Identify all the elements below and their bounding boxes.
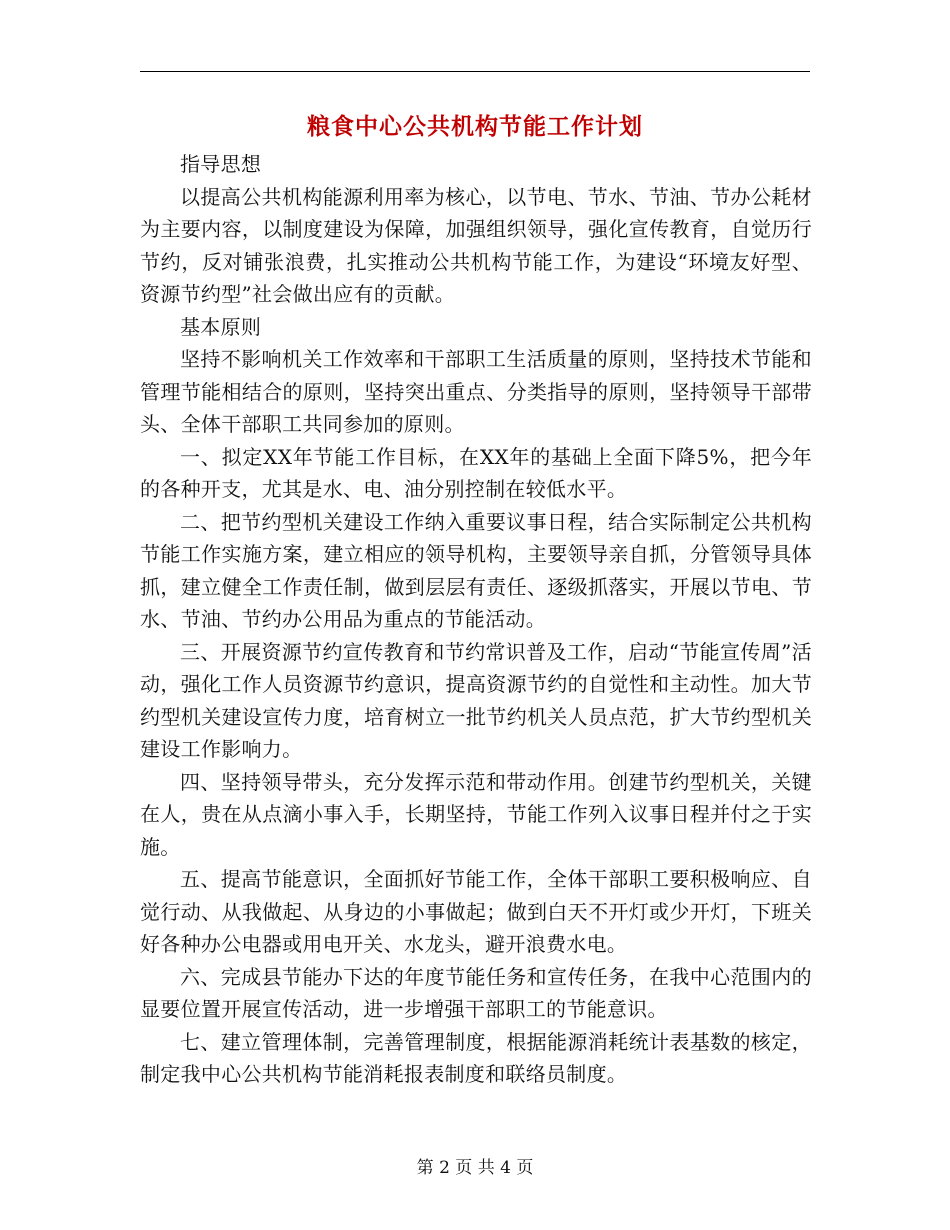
section-heading-guiding-ideology: 指导思想 [180, 152, 262, 176]
paragraph-item-3: 三、开展资源节约宣传教育和节约常识普及工作，启动“节能宣传周”活动，强化工作人员资源节约意识，提高资源节约的自觉性和主动性。加大节约型机关建设宣传力度，培育树立一批节约机关人员点范，扩大节约型机关建设工作影响力。 [140, 639, 812, 761]
page-number-footer: 第 2 页 共 4 页 [416, 1158, 534, 1178]
paragraph-item-6: 六、完成县节能办下达的年度节能任务和宣传任务，在我中心范围内的显要位置开展宣传活动，进一步增强干部职工的节能意识。 [140, 964, 812, 1021]
paragraph-guiding-ideology: 以提高公共机构能源利用率为核心，以节电、节水、节油、节办公耗材为主要内容，以制度建设为保障，加强组织领导，强化宣传教育，自觉历行节约，反对铺张浪费，扎实推动公共机构节能工作，为建设“环境友好型、资源节约型”社会做出应有的贡献。 [140, 184, 812, 306]
paragraph-item-7: 七、建立管理体制，完善管理制度，根据能源消耗统计表基数的核定，制定我中心公共机构节能消耗报表制度和联络员制度。 [140, 1029, 812, 1086]
document-title: 粮食中心公共机构节能工作计划 [307, 113, 643, 140]
paragraph-item-1: 一、拟定XX年节能工作目标，在XX年的基础上全面下降5%，把今年的各种开支，尤其是水、电、油分别控制在较低水平。 [140, 444, 812, 501]
paragraph-basic-principles: 坚持不影响机关工作效率和干部职工生活质量的原则，坚持技术节能和管理节能相结合的原则，坚持突出重点、分类指导的原则，坚持领导干部带头、全体干部职工共同参加的原则。 [140, 347, 812, 436]
paragraph-item-5: 五、提高节能意识，全面抓好节能工作，全体干部职工要积极响应、自觉行动、从我做起、从身边的小事做起；做到白天不开灯或少开灯，下班关好各种办公电器或用电开关、水龙头，避开浪费水电。 [140, 867, 812, 956]
section-heading-basic-principles: 基本原则 [180, 314, 262, 339]
paragraph-item-4: 四、坚持领导带头，充分发挥示范和带动作用。创建节约型机关，关键在人，贵在从点滴小事入手，长期坚持，节能工作列入议事日程并付之于实施。 [140, 769, 812, 859]
paragraph-item-2: 二、把节约型机关建设工作纳入重要议事日程，结合实际制定公共机构节能工作实施方案，建立相应的领导机构，主要领导亲自抓，分管领导具体抓，建立健全工作责任制，做到层层有责任、逐级抓落实，开展以节电、节水、节油、节约办公用品为重点的节能活动。 [140, 509, 812, 631]
header-rule [140, 71, 810, 72]
document-body [140, 148, 812, 1091]
